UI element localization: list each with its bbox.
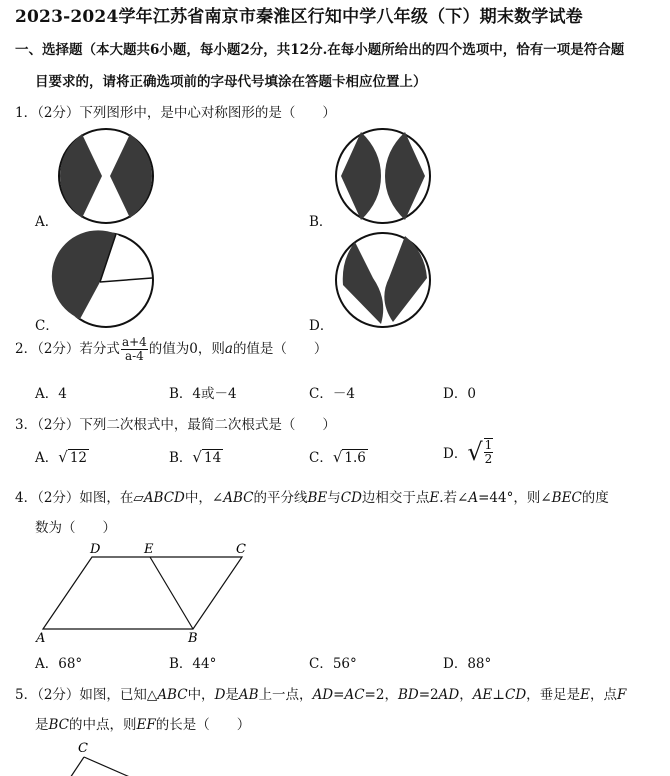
q5-ad2: AD xyxy=(438,687,460,703)
q5-text-m: 的中点，则 xyxy=(69,717,137,733)
q5-stem-line2 xyxy=(35,713,250,733)
q5-text-i: ⊥ xyxy=(492,687,505,703)
q3-radicand-c: 1.6 xyxy=(344,450,366,466)
q3-option-b-root: √ 14 xyxy=(192,448,222,466)
q5-point-c: C xyxy=(78,741,88,756)
q3-option-c-root: √ 1.6 xyxy=(332,448,366,466)
q5-text-j: ，垂足是 xyxy=(526,687,581,703)
q4-text-a: 4．（2分）如图，在▱ xyxy=(15,490,144,506)
q1-option-c[interactable]: C． xyxy=(35,318,59,334)
q5-text-b: 中， xyxy=(187,687,215,703)
q2-stem-mid: 的值为0，则 xyxy=(148,341,225,357)
q5-ae: AE xyxy=(472,687,493,703)
q4-cd: CD xyxy=(340,490,362,506)
q2-option-d[interactable]: D．0 xyxy=(443,386,476,402)
q4-option-b[interactable]: B．44° xyxy=(169,656,217,672)
q2-stem xyxy=(15,336,327,363)
q4-option-d[interactable]: D．88° xyxy=(443,656,492,672)
q5-text-a: 5．（2分）如图，已知△ xyxy=(15,687,158,703)
q5-triangle-figure xyxy=(60,738,150,776)
q5-stem-line1 xyxy=(15,683,626,703)
q4-bec: BEC xyxy=(551,490,582,506)
q5-text-l: 是 xyxy=(35,717,49,733)
q5-cd: CD xyxy=(505,687,527,703)
q3-option-b[interactable] xyxy=(169,446,223,466)
q1-figure-d xyxy=(333,230,433,330)
q4-parallelogram-figure xyxy=(30,540,260,650)
q4-point-d: D xyxy=(90,542,101,557)
q4-stem-line2: 数为（ ） xyxy=(35,520,116,536)
q5-text-n: 的长是（ ） xyxy=(155,717,251,733)
q3-option-d[interactable] xyxy=(443,438,494,466)
q5-text-h: ， xyxy=(459,687,473,703)
q5-text-f: =2， xyxy=(364,687,398,703)
q1-option-d[interactable]: D． xyxy=(309,318,334,334)
q4-point-c: C xyxy=(236,542,246,557)
q1-figure-a xyxy=(56,126,156,226)
q4-option-a[interactable]: A．68° xyxy=(35,656,83,672)
q5-ef: EF xyxy=(136,717,156,733)
section-heading-line1: 一、选择题（本大题共6小题，每小题2分，共12分.在每小题所给出的四个选项中，恰有一项是符合题 xyxy=(15,42,625,58)
q3-option-c[interactable] xyxy=(309,446,368,466)
q3-option-d-letter: D． xyxy=(443,446,468,462)
q2-stem-prefix: 2．（2分）若分式 xyxy=(15,341,120,357)
q5-text-d: 上一点， xyxy=(258,687,313,703)
q2-frac-den: a-4 xyxy=(124,349,144,363)
q3-option-a[interactable] xyxy=(35,446,89,466)
q2-frac-num: a+4 xyxy=(121,335,147,349)
q4-e: E xyxy=(429,490,440,506)
q4-abcd: ABCD xyxy=(143,490,185,506)
q4-text-c: 的平分线 xyxy=(253,490,308,506)
q5-bc: BC xyxy=(48,717,70,733)
q4-option-c[interactable]: C．56° xyxy=(309,656,357,672)
q5-ac: AC xyxy=(344,687,365,703)
q3-option-c-letter: C． xyxy=(309,450,333,466)
q1-figure-b xyxy=(333,126,433,226)
q4-be: BE xyxy=(307,490,328,506)
q2-stem-suffix: 的值是（ ） xyxy=(232,341,328,357)
q2-fraction xyxy=(121,336,148,363)
q4-point-b: B xyxy=(188,631,198,646)
q4-abc: ABC xyxy=(223,490,254,506)
q3-option-b-letter: B． xyxy=(169,450,193,466)
q1-option-b[interactable]: B． xyxy=(309,214,333,230)
q1-figure-c xyxy=(56,230,156,330)
q5-bd: BD xyxy=(397,687,419,703)
q2-option-b[interactable]: B．4或－4 xyxy=(169,386,237,402)
q4-point-a: A xyxy=(36,631,46,646)
q4-text-b: 中，∠ xyxy=(184,490,224,506)
q3-radicand-b: 14 xyxy=(203,450,222,466)
section-heading-line2: 目要求的，请将正确选项前的字母代号填涂在答题卡相应位置上） xyxy=(35,74,427,90)
q4-stem-line1 xyxy=(15,486,609,506)
q5-text-e: = xyxy=(333,687,345,703)
q4-text-e: 边相交于点 xyxy=(361,490,430,506)
q2-option-a[interactable]: A．4 xyxy=(35,386,67,402)
q3-option-a-root: √ 12 xyxy=(58,448,87,466)
q3-d-den: 2 xyxy=(484,452,493,466)
q3-option-a-letter: A． xyxy=(35,450,59,466)
q5-f: F xyxy=(617,687,627,703)
q5-ab: AB xyxy=(238,687,259,703)
q4-point-e: E xyxy=(144,542,154,557)
q5-abc: ABC xyxy=(157,687,188,703)
q1-stem: 1．（2分）下列图形中，是中心对称图形的是（ ） xyxy=(15,105,336,121)
q4-text-f: .若∠ xyxy=(439,490,469,506)
q1-option-a[interactable]: A． xyxy=(35,214,59,230)
exam-title: 2023-2024学年江苏省南京市秦淮区行知中学八年级（下）期末数学试卷 xyxy=(15,7,583,27)
q5-d: D xyxy=(214,687,226,703)
q5-text-k: ，点 xyxy=(590,687,618,703)
q4-text-d: 与 xyxy=(327,490,341,506)
q4-text-g: =44°，则∠ xyxy=(478,490,552,506)
q5-e: E xyxy=(580,687,591,703)
q3-radicand-a: 12 xyxy=(69,450,87,466)
q3-d-num: 1 xyxy=(484,438,493,452)
q4-text-h: 的度 xyxy=(581,490,609,506)
q5-text-c: 是 xyxy=(225,687,239,703)
q2-var: a xyxy=(224,341,233,357)
q2-option-c[interactable]: C．－4 xyxy=(309,386,355,402)
q3-stem: 3．（2分）下列二次根式中，最简二次根式是（ ） xyxy=(15,417,336,433)
q4-a: A xyxy=(468,490,479,506)
q5-ad: AD xyxy=(312,687,334,703)
q5-text-g: =2 xyxy=(418,687,439,703)
q3-option-d-root: √ $\frac{1}{2}$ xyxy=(467,438,493,466)
